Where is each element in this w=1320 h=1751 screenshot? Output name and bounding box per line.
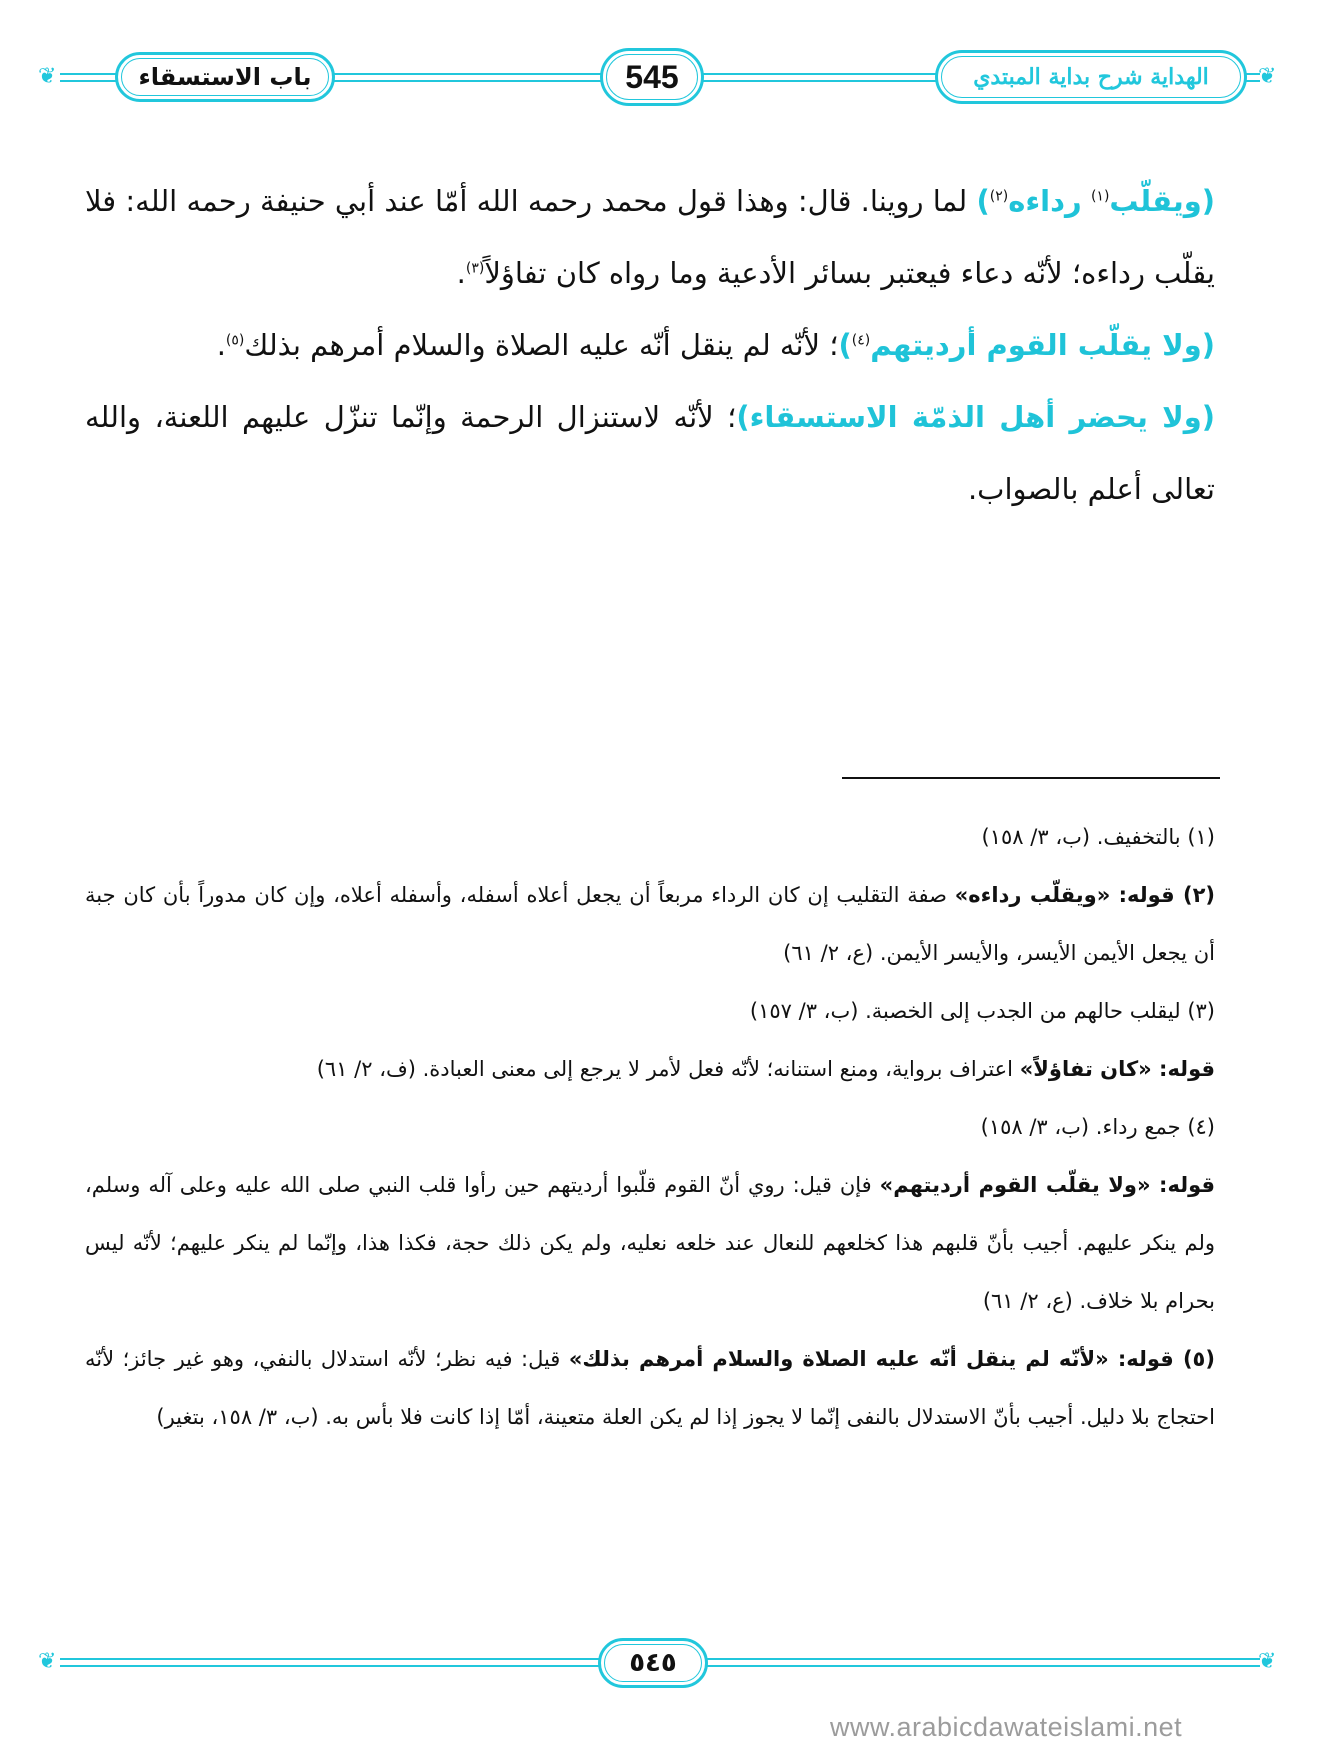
paragraph-2: (ولا يقلّب القوم أرديتهم$^{(٤)}$)؛ لأنّه لم ينقل أنّه عليه الصلاة والسلام أمرهم بذلك$^{(٥)}$. <box>216 328 1215 362</box>
footnote-5-label: (٥) قوله: «لأنّه لم ينقل أنّه عليه الصلاة والسلام أمرهم بذلك» <box>568 1347 1215 1371</box>
footer-url: www.arabicdawateislami.net <box>830 1712 1183 1742</box>
p2-highlight: (ولا يقلّب القوم أرديتهم <box>870 328 1215 362</box>
book-title-pill <box>935 50 1247 104</box>
book-title: الهداية شرح بداية المبتدي <box>973 64 1209 90</box>
footnote-ref-1: (١) <box>1090 188 1110 205</box>
chapter-pill <box>115 52 335 102</box>
footnote-5-text: قيل: فيه نظر؛ لأنّه استدلال بالنفي، وهو غير جائز؛ لأنّه احتجاج بلا دليل. أجيب بأنّ الاستدلال بالنفى إنّما لا يجوز إذا لم يكن العلة متعينة، أمّا إذا كانت فلا بأس به. (ب، ٣/ ١٥٨، بتغير) <box>85 1347 1215 1429</box>
p1-highlight: (ويقلّب <box>1109 184 1215 218</box>
footnote-4: (٤) جمع رداء. (ب، ٣/ ١٥٨) <box>980 1115 1215 1139</box>
p1-text: لما روينا. قال: وهذا قول محمد رحمه الله أمّا عند أبي حنيفة رحمه الله: فلا يقلّب رداءه؛ لأنّه دعاء فيعتبر بسائر الأدعية وما رواه كان تفاؤلاً <box>85 184 1215 290</box>
p3-text: ؛ لأنّه لاستنزال الرحمة وإنّما تنزّل عليهم اللعنة، والله تعالى أعلم بالصواب. <box>85 400 1215 506</box>
footnote-3b-label: قوله: «كان تفاؤلاً» <box>1019 1057 1215 1081</box>
footnote-3b <box>85 1040 1215 1098</box>
page-number-pill <box>600 48 704 106</box>
footnote-ref-3: (٣) <box>465 260 485 277</box>
footnote-3b-text: اعتراف برواية، ومنع استنانه؛ لأنّه فعل لأمر لا يرجع إلى معنى العبادة. (ف، ٢/ ٦١) <box>316 1057 1014 1081</box>
ornament-right-icon: ❦ <box>1258 64 1277 89</box>
footnote-3: (٣) ليقلب حالهم من الجدب إلى الخصبة. (ب، ٣/ ١٥٧) <box>749 999 1215 1023</box>
footnotes <box>85 808 1215 1446</box>
footnote-4b-text: فإن قيل: روي أنّ القوم قلّبوا أرديتهم حين رأوا قلب النبي صلى الله عليه وعلى آله وسلم، ولم ينكر عليهم. أجيب بأنّ قلبهم هذا كخلعهم للنعال عند خلعه نعليه، ولم يكن ذلك حجة، فكذا هذا، وإنّما لم ينكر عليهم؛ لأنّه ليس بحرام بلا خلاف. (ع، ٢/ ٦١) <box>85 1173 1215 1313</box>
footnote-4b-label: قوله: «ولا يقلّب القوم أرديتهم» <box>879 1173 1215 1197</box>
footnote-2 <box>85 866 1215 982</box>
p3-highlight: (ولا يحضر أهل الذمّة الاستسقاء) <box>736 400 1215 434</box>
footnote-2-text: صفة التقليب إن كان الرداء مربعاً أن يجعل أعلاه أسفله، وأسفله أعلاه، وإن كان مدوراً بأن كان جبة أن يجعل الأيمن الأيسر، والأيسر الأيمن. (ع، ٢/ ٦١) <box>85 883 1215 965</box>
p1-highlight-2: رداءه <box>1008 184 1082 218</box>
footer-page-pill <box>598 1638 708 1688</box>
main-text <box>85 165 1215 525</box>
footnote-separator <box>842 777 1220 779</box>
footnote-5 <box>85 1330 1215 1446</box>
footnote-1: (١) بالتخفيف. (ب، ٣/ ١٥٨) <box>981 825 1215 849</box>
page-number: 545 <box>625 58 679 95</box>
footnote-ref-2: (٢) <box>989 188 1009 205</box>
paragraph-3 <box>85 381 1215 525</box>
p2-text: ؛ لأنّه لم ينقل أنّه عليه الصلاة والسلام أمرهم بذلك <box>244 328 839 362</box>
footnote-2-label: (٢) قوله: «ويقلّب رداءه» <box>954 883 1215 907</box>
footnote-4b <box>85 1156 1215 1330</box>
ornament-left-icon: ❦ <box>38 64 57 89</box>
footnote-ref-5: (٥) <box>225 332 245 349</box>
footnote-ref-4: (٤) <box>851 332 871 349</box>
footer-ornament-left-icon: ❦ <box>38 1649 57 1674</box>
chapter-title: باب الاستسقاء <box>138 63 312 91</box>
footer-ornament-right-icon: ❦ <box>1258 1649 1277 1674</box>
footer-page-number: ٥٤٥ <box>629 1648 677 1678</box>
paragraph-1: (ويقلّب$^{(١)}$ رداءه$^{(٢)}$) لما روينا. قال: وهذا قول محمد رحمه الله أمّا عند أبي حنيفة رحمه الله: فلا يقلّب رداءه؛ لأنّه دعاء فيعتبر بسائر الأدعية وما رواه كان تفاؤلاً$^{(٣)}$. <box>85 184 1215 290</box>
